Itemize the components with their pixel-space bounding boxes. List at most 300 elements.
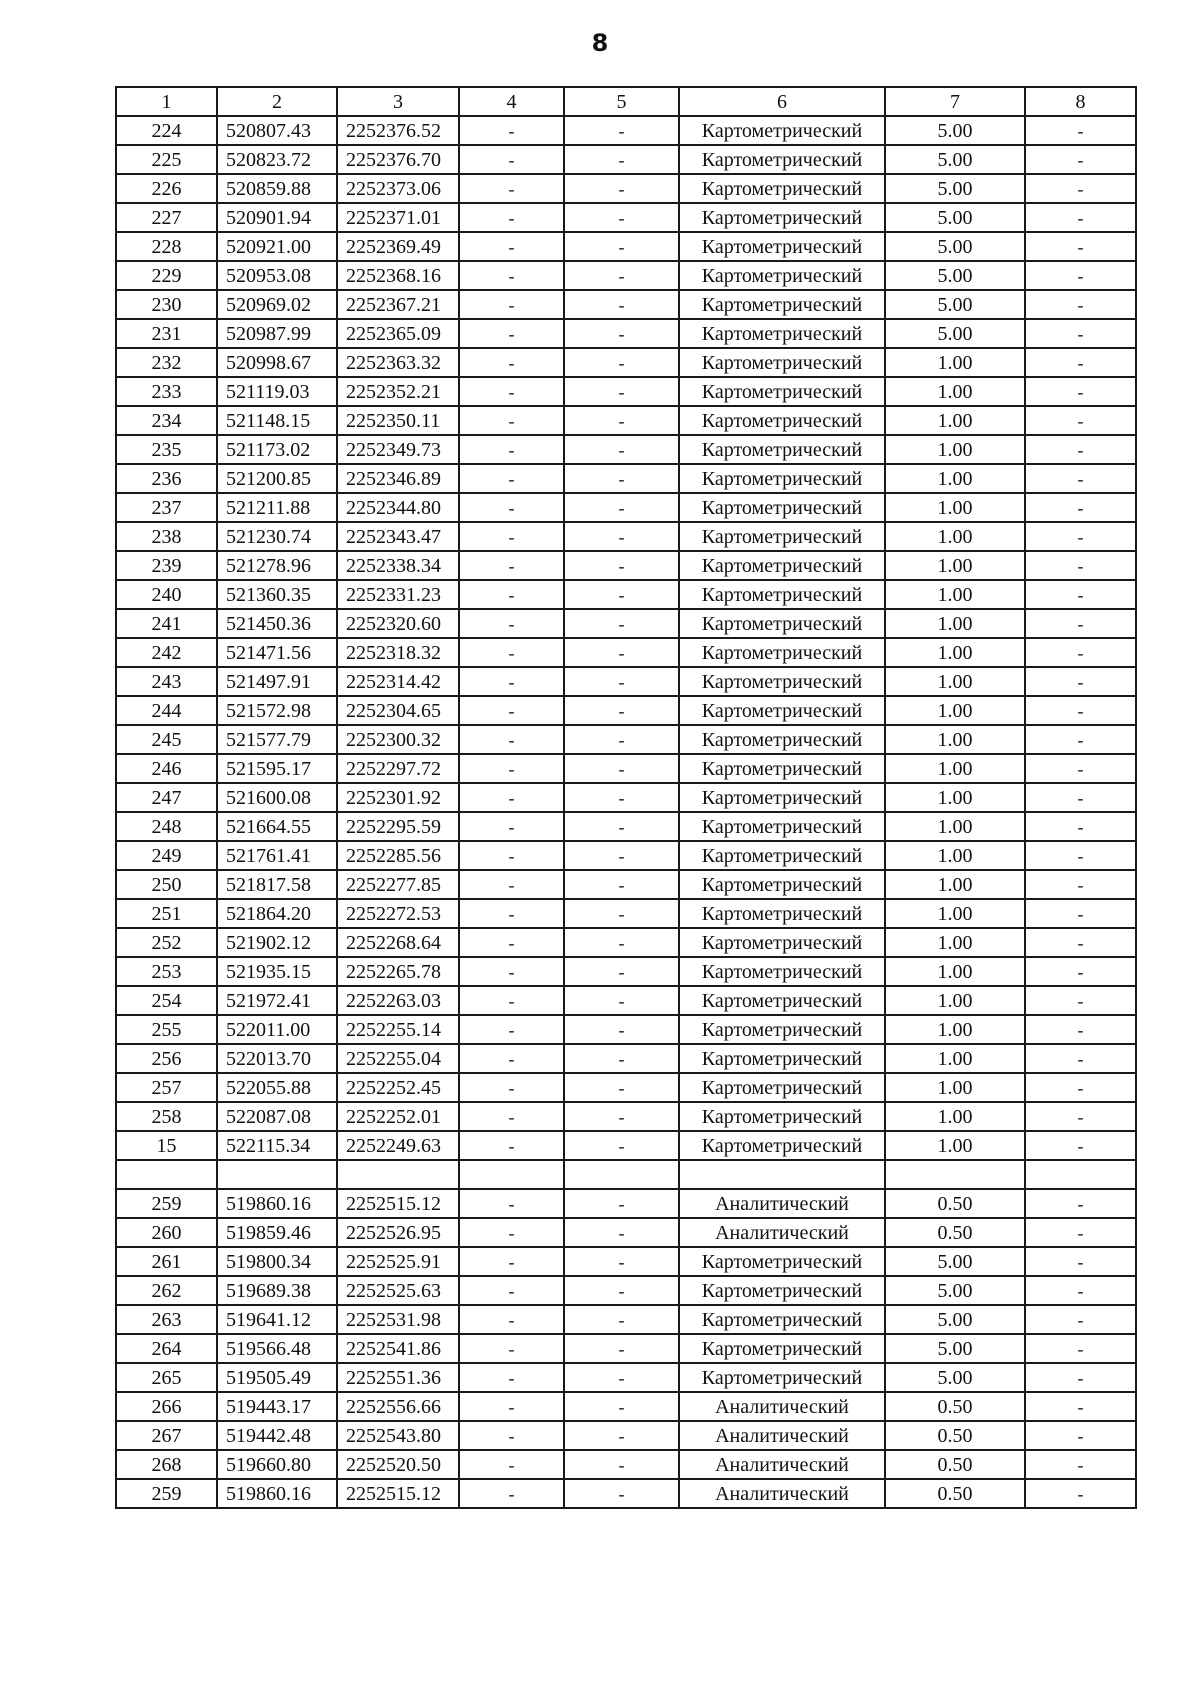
table-cell-col3: 2252365.09 (337, 319, 459, 348)
table-row (116, 899, 1136, 928)
table-cell-col3: 2252376.52 (337, 116, 459, 145)
table-cell-col4: - (459, 290, 564, 319)
table-cell-col7: 1.00 (885, 435, 1025, 464)
table-cell-col2: 520859.88 (217, 174, 337, 203)
table-cell-col6: Картометрический (679, 203, 885, 232)
table-cell-col4: - (459, 1044, 564, 1073)
table-cell-col2: 521761.41 (217, 841, 337, 870)
table-cell-col1: 245 (116, 725, 217, 754)
table-cell-col5: - (564, 899, 679, 928)
table-cell-col4: - (459, 145, 564, 174)
table-cell-col7: 1.00 (885, 551, 1025, 580)
table-row (116, 1479, 1136, 1508)
table-cell-col5: - (564, 1363, 679, 1392)
page-number: 8 (591, 29, 609, 57)
table-cell-col6: Картометрический (679, 1044, 885, 1073)
table-cell-col6: Картометрический (679, 1247, 885, 1276)
table-cell-col2: 520901.94 (217, 203, 337, 232)
table-row (116, 435, 1136, 464)
table-cell-col4: - (459, 870, 564, 899)
table-cell-col4: - (459, 957, 564, 986)
table-cell-col3: 2252543.80 (337, 1421, 459, 1450)
table-row (116, 1421, 1136, 1450)
table-cell-col3: 2252556.66 (337, 1392, 459, 1421)
table-row (116, 1334, 1136, 1363)
table-row (116, 696, 1136, 725)
table-cell-col7: 0.50 (885, 1218, 1025, 1247)
table-cell-col3: 2252349.73 (337, 435, 459, 464)
table-cell-col6: Картометрический (679, 696, 885, 725)
table-cell-col2: 519689.38 (217, 1276, 337, 1305)
table-cell-col8: - (1025, 1044, 1136, 1073)
table-cell-col1: 247 (116, 783, 217, 812)
table-cell-col5: - (564, 493, 679, 522)
table-row (116, 377, 1136, 406)
table-cell-col7: 1.00 (885, 1015, 1025, 1044)
table-body (116, 87, 1136, 1508)
table-cell-col1: 234 (116, 406, 217, 435)
table-cell-col2: 520921.00 (217, 232, 337, 261)
table-cell-col5: - (564, 1247, 679, 1276)
table-cell-col7: 5.00 (885, 232, 1025, 261)
table-cell-col8: - (1025, 1392, 1136, 1421)
table-cell-col3: 2252526.95 (337, 1218, 459, 1247)
table-row (116, 406, 1136, 435)
table-cell-col4: - (459, 1102, 564, 1131)
table-row (116, 928, 1136, 957)
header-cell-5: 5 (564, 87, 679, 116)
table-row (116, 1044, 1136, 1073)
table-cell-col6: Картометрический (679, 261, 885, 290)
table-cell-col3: 2252531.98 (337, 1305, 459, 1334)
table-cell-col5: - (564, 464, 679, 493)
table-cell-col5: - (564, 1044, 679, 1073)
table-cell-col4: - (459, 638, 564, 667)
table-row (116, 551, 1136, 580)
table-cell-col3: 2252268.64 (337, 928, 459, 957)
table-cell-col4: - (459, 1334, 564, 1363)
table-cell-col6: Картометрический (679, 986, 885, 1015)
table-cell-col7: 5.00 (885, 1247, 1025, 1276)
table-cell-col8: - (1025, 319, 1136, 348)
table-cell-col4: - (459, 435, 564, 464)
header-cell-4: 4 (459, 87, 564, 116)
table-cell-col4: - (459, 1363, 564, 1392)
table-row (116, 261, 1136, 290)
table-cell-col4: - (459, 319, 564, 348)
table-cell-col6: Картометрический (679, 145, 885, 174)
table-cell-col1: 246 (116, 754, 217, 783)
table-cell-col6: Картометрический (679, 928, 885, 957)
table-cell-col7: 5.00 (885, 261, 1025, 290)
table-cell-col1: 231 (116, 319, 217, 348)
table-cell-col8: - (1025, 957, 1136, 986)
table-cell-col7: 1.00 (885, 696, 1025, 725)
table-cell-col3: 2252369.49 (337, 232, 459, 261)
table-cell-col4: - (459, 551, 564, 580)
table-cell-col1: 241 (116, 609, 217, 638)
table-cell-col8: - (1025, 986, 1136, 1015)
table-cell-col1: 261 (116, 1247, 217, 1276)
table-cell-col4: - (459, 1015, 564, 1044)
table-cell-col8: - (1025, 870, 1136, 899)
table-row (116, 290, 1136, 319)
table-cell-col7: 1.00 (885, 348, 1025, 377)
table-cell-col7: 1.00 (885, 522, 1025, 551)
table-cell-col2: 520823.72 (217, 145, 337, 174)
table-cell-col1: 258 (116, 1102, 217, 1131)
table-cell-col7: 0.50 (885, 1450, 1025, 1479)
table-cell-col2: 521577.79 (217, 725, 337, 754)
table-row (116, 783, 1136, 812)
table-cell-col3: 2252252.01 (337, 1102, 459, 1131)
table-cell-col8: - (1025, 290, 1136, 319)
table-row (116, 1189, 1136, 1218)
table-cell-col1: 262 (116, 1276, 217, 1305)
table-cell-col6: Аналитический (679, 1189, 885, 1218)
table-cell-col7: 5.00 (885, 203, 1025, 232)
table-cell-col7: 1.00 (885, 377, 1025, 406)
table-cell-col8: - (1025, 1247, 1136, 1276)
table-row (116, 232, 1136, 261)
table-cell-col5: - (564, 1450, 679, 1479)
table-row (116, 1450, 1136, 1479)
table-cell-col6: Картометрический (679, 522, 885, 551)
table-row (116, 667, 1136, 696)
table-cell-col2: 519505.49 (217, 1363, 337, 1392)
table-cell-col8: - (1025, 203, 1136, 232)
table-cell-col7 (885, 1160, 1025, 1189)
table-cell-col6: Картометрический (679, 783, 885, 812)
table-cell-col1: 267 (116, 1421, 217, 1450)
table-cell-col4: - (459, 1073, 564, 1102)
table-row (116, 145, 1136, 174)
table-cell-col3: 2252525.91 (337, 1247, 459, 1276)
table-cell-col5: - (564, 174, 679, 203)
header-cell-7: 7 (885, 87, 1025, 116)
table-cell-col1: 227 (116, 203, 217, 232)
table-cell-col4: - (459, 1305, 564, 1334)
table-cell-col7: 1.00 (885, 870, 1025, 899)
table-cell-col7: 5.00 (885, 1334, 1025, 1363)
table-cell-col2: 521664.55 (217, 812, 337, 841)
table-cell-col5: - (564, 870, 679, 899)
table-cell-col8: - (1025, 435, 1136, 464)
table-cell-col6: Картометрический (679, 1102, 885, 1131)
table-cell-col4: - (459, 696, 564, 725)
table-cell-col4: - (459, 754, 564, 783)
table-cell-col6: Картометрический (679, 464, 885, 493)
table-cell-col7: 5.00 (885, 145, 1025, 174)
table-cell-col6: Аналитический (679, 1450, 885, 1479)
table-cell-col4: - (459, 1392, 564, 1421)
table-cell-col2: 519800.34 (217, 1247, 337, 1276)
table-cell-col2: 522011.00 (217, 1015, 337, 1044)
table-cell-col2: 521119.03 (217, 377, 337, 406)
table-cell-col3: 2252331.23 (337, 580, 459, 609)
table-cell-col3: 2252255.04 (337, 1044, 459, 1073)
table-row (116, 522, 1136, 551)
table-cell-col2: 521972.41 (217, 986, 337, 1015)
table-cell-col6: Картометрический (679, 1334, 885, 1363)
table-cell-col2: 521864.20 (217, 899, 337, 928)
table-cell-col4: - (459, 609, 564, 638)
table-cell-col3: 2252367.21 (337, 290, 459, 319)
table-cell-col8: - (1025, 899, 1136, 928)
table-cell-col2: 521173.02 (217, 435, 337, 464)
table-cell-col5: - (564, 232, 679, 261)
table-cell-col2: 521278.96 (217, 551, 337, 580)
table-cell-col6: Картометрический (679, 1305, 885, 1334)
table-cell-col4: - (459, 174, 564, 203)
table-cell-col3: 2252346.89 (337, 464, 459, 493)
header-cell-8: 8 (1025, 87, 1136, 116)
table-cell-col3: 2252252.45 (337, 1073, 459, 1102)
table-cell-col8: - (1025, 1015, 1136, 1044)
table-cell-col4: - (459, 116, 564, 145)
table-row (116, 464, 1136, 493)
table-cell-col7: 5.00 (885, 174, 1025, 203)
table-cell-col2: 521211.88 (217, 493, 337, 522)
table-cell-col2: 521360.35 (217, 580, 337, 609)
table-cell-col7: 1.00 (885, 493, 1025, 522)
table-cell-col2: 521471.56 (217, 638, 337, 667)
table-cell-col1: 243 (116, 667, 217, 696)
table-cell-col6: Картометрический (679, 609, 885, 638)
table-cell-col7: 0.50 (885, 1421, 1025, 1450)
table-cell-col1: 229 (116, 261, 217, 290)
table-cell-col3: 2252344.80 (337, 493, 459, 522)
table-cell-col4 (459, 1160, 564, 1189)
table-cell-col3: 2252520.50 (337, 1450, 459, 1479)
table-cell-col3: 2252301.92 (337, 783, 459, 812)
table-cell-col1: 265 (116, 1363, 217, 1392)
table-cell-col5: - (564, 348, 679, 377)
table-cell-col3: 2252338.34 (337, 551, 459, 580)
table-cell-col8: - (1025, 928, 1136, 957)
table-cell-col6: Картометрический (679, 551, 885, 580)
table-cell-col3: 2252373.06 (337, 174, 459, 203)
table-cell-col3: 2252376.70 (337, 145, 459, 174)
table-cell-col1: 259 (116, 1479, 217, 1508)
table-cell-col4: - (459, 1450, 564, 1479)
table-row (116, 174, 1136, 203)
table-cell-col6: Картометрический (679, 232, 885, 261)
table-cell-col1: 259 (116, 1189, 217, 1218)
table-cell-col1: 251 (116, 899, 217, 928)
table-cell-col5: - (564, 928, 679, 957)
table-cell-col8: - (1025, 638, 1136, 667)
table-cell-col7: 1.00 (885, 754, 1025, 783)
table-cell-col6: Аналитический (679, 1392, 885, 1421)
table-cell-col8: - (1025, 754, 1136, 783)
table-cell-col6: Картометрический (679, 493, 885, 522)
table-cell-col2: 521902.12 (217, 928, 337, 957)
table-cell-col2: 519566.48 (217, 1334, 337, 1363)
table-cell-col7: 1.00 (885, 406, 1025, 435)
table-cell-col5: - (564, 957, 679, 986)
table-cell-col5: - (564, 696, 679, 725)
table-cell-col5: - (564, 261, 679, 290)
table-cell-col1: 230 (116, 290, 217, 319)
table-cell-col4: - (459, 1131, 564, 1160)
table-cell-col8: - (1025, 493, 1136, 522)
table-cell-col2: 521450.36 (217, 609, 337, 638)
table-row (116, 638, 1136, 667)
table-cell-col3: 2252368.16 (337, 261, 459, 290)
table-cell-col5: - (564, 203, 679, 232)
table-cell-col7: 1.00 (885, 1131, 1025, 1160)
table-cell-col3: 2252350.11 (337, 406, 459, 435)
table-cell-col4: - (459, 464, 564, 493)
table-cell-col6: Картометрический (679, 1015, 885, 1044)
table-cell-col8: - (1025, 1131, 1136, 1160)
table-cell-col3: 2252515.12 (337, 1479, 459, 1508)
table-cell-col3: 2252343.47 (337, 522, 459, 551)
table-cell-col1: 263 (116, 1305, 217, 1334)
table-cell-col7: 1.00 (885, 986, 1025, 1015)
table-cell-col3: 2252314.42 (337, 667, 459, 696)
table-cell-col8: - (1025, 725, 1136, 754)
table-cell-col5: - (564, 1334, 679, 1363)
table-cell-col5: - (564, 783, 679, 812)
table-cell-col2: 522013.70 (217, 1044, 337, 1073)
table-cell-col6: Картометрический (679, 754, 885, 783)
table-cell-col6 (679, 1160, 885, 1189)
table-row (116, 1015, 1136, 1044)
table-cell-col7: 0.50 (885, 1392, 1025, 1421)
table-cell-col4: - (459, 841, 564, 870)
table-cell-col2: 519641.12 (217, 1305, 337, 1334)
table-cell-col2 (217, 1160, 337, 1189)
table-cell-col8: - (1025, 348, 1136, 377)
table-cell-col8: - (1025, 609, 1136, 638)
table-row (116, 493, 1136, 522)
table-row (116, 754, 1136, 783)
table-cell-col4: - (459, 1189, 564, 1218)
table-row (116, 1305, 1136, 1334)
table-cell-col5: - (564, 1305, 679, 1334)
table-cell-col6: Картометрический (679, 725, 885, 754)
table-cell-col7: 1.00 (885, 1102, 1025, 1131)
table-cell-col6: Картометрический (679, 319, 885, 348)
table-cell-col7: 1.00 (885, 841, 1025, 870)
table-row (116, 1247, 1136, 1276)
table-cell-col2: 521230.74 (217, 522, 337, 551)
table-cell-col2: 521148.15 (217, 406, 337, 435)
table-cell-col3: 2252525.63 (337, 1276, 459, 1305)
table-cell-col5 (564, 1160, 679, 1189)
table-cell-col4: - (459, 899, 564, 928)
table-cell-col2: 519859.46 (217, 1218, 337, 1247)
table-cell-col8: - (1025, 116, 1136, 145)
table-cell-col7: 1.00 (885, 783, 1025, 812)
table-header-row (116, 87, 1136, 116)
table-cell-col3: 2252551.36 (337, 1363, 459, 1392)
table-cell-col4: - (459, 725, 564, 754)
table-cell-col1: 254 (116, 986, 217, 1015)
table-cell-col6: Картометрический (679, 957, 885, 986)
table-row (116, 1276, 1136, 1305)
table-cell-col1: 225 (116, 145, 217, 174)
table-cell-col8: - (1025, 1218, 1136, 1247)
table-cell-col8: - (1025, 145, 1136, 174)
table-cell-col3: 2252300.32 (337, 725, 459, 754)
table-cell-col5: - (564, 1421, 679, 1450)
table-cell-col5: - (564, 116, 679, 145)
table-cell-col6: Картометрический (679, 174, 885, 203)
table-cell-col1: 253 (116, 957, 217, 986)
table-cell-col5: - (564, 725, 679, 754)
table-row (116, 957, 1136, 986)
table-row (116, 870, 1136, 899)
table-cell-col8: - (1025, 580, 1136, 609)
table-cell-col8: - (1025, 232, 1136, 261)
table-cell-col8: - (1025, 406, 1136, 435)
table-cell-col4: - (459, 1247, 564, 1276)
table-cell-col4: - (459, 986, 564, 1015)
table-cell-col1: 238 (116, 522, 217, 551)
table-cell-col1: 226 (116, 174, 217, 203)
table-cell-col8: - (1025, 1102, 1136, 1131)
table-cell-col5: - (564, 986, 679, 1015)
table-cell-col3: 2252304.65 (337, 696, 459, 725)
table-cell-col8: - (1025, 551, 1136, 580)
table-cell-col7: 1.00 (885, 638, 1025, 667)
table-cell-col6: Аналитический (679, 1218, 885, 1247)
table-cell-col2: 520969.02 (217, 290, 337, 319)
table-cell-col2: 519660.80 (217, 1450, 337, 1479)
table-cell-col1: 252 (116, 928, 217, 957)
table-cell-col4: - (459, 812, 564, 841)
table-cell-col7: 1.00 (885, 1044, 1025, 1073)
table-cell-col8: - (1025, 1334, 1136, 1363)
table-cell-col7: 0.50 (885, 1189, 1025, 1218)
header-cell-3: 3 (337, 87, 459, 116)
table-cell-col2: 522087.08 (217, 1102, 337, 1131)
table-cell-col8: - (1025, 783, 1136, 812)
table-cell-col5: - (564, 667, 679, 696)
table-row (116, 609, 1136, 638)
table-cell-col6: Аналитический (679, 1479, 885, 1508)
table-cell-col1: 257 (116, 1073, 217, 1102)
table-cell-col3: 2252277.85 (337, 870, 459, 899)
table-cell-col6: Картометрический (679, 841, 885, 870)
table-cell-col5: - (564, 1189, 679, 1218)
table-cell-col5: - (564, 609, 679, 638)
coordinates-table-container (115, 86, 1137, 1509)
table-cell-col8: - (1025, 377, 1136, 406)
table-cell-col2: 520807.43 (217, 116, 337, 145)
table-cell-col1: 260 (116, 1218, 217, 1247)
table-cell-col6: Картометрический (679, 580, 885, 609)
table-cell-col1: 266 (116, 1392, 217, 1421)
table-cell-col4: - (459, 667, 564, 696)
table-cell-col4: - (459, 1218, 564, 1247)
table-cell-col2: 520998.67 (217, 348, 337, 377)
table-cell-col7: 5.00 (885, 116, 1025, 145)
table-cell-col5: - (564, 145, 679, 174)
table-cell-col5: - (564, 638, 679, 667)
table-cell-col7: 1.00 (885, 1073, 1025, 1102)
table-cell-col8 (1025, 1160, 1136, 1189)
table-cell-col3: 2252318.32 (337, 638, 459, 667)
table-cell-col5: - (564, 1102, 679, 1131)
table-cell-col7: 1.00 (885, 725, 1025, 754)
table-cell-col2: 519860.16 (217, 1189, 337, 1218)
table-cell-col1: 236 (116, 464, 217, 493)
table-cell-col8: - (1025, 841, 1136, 870)
